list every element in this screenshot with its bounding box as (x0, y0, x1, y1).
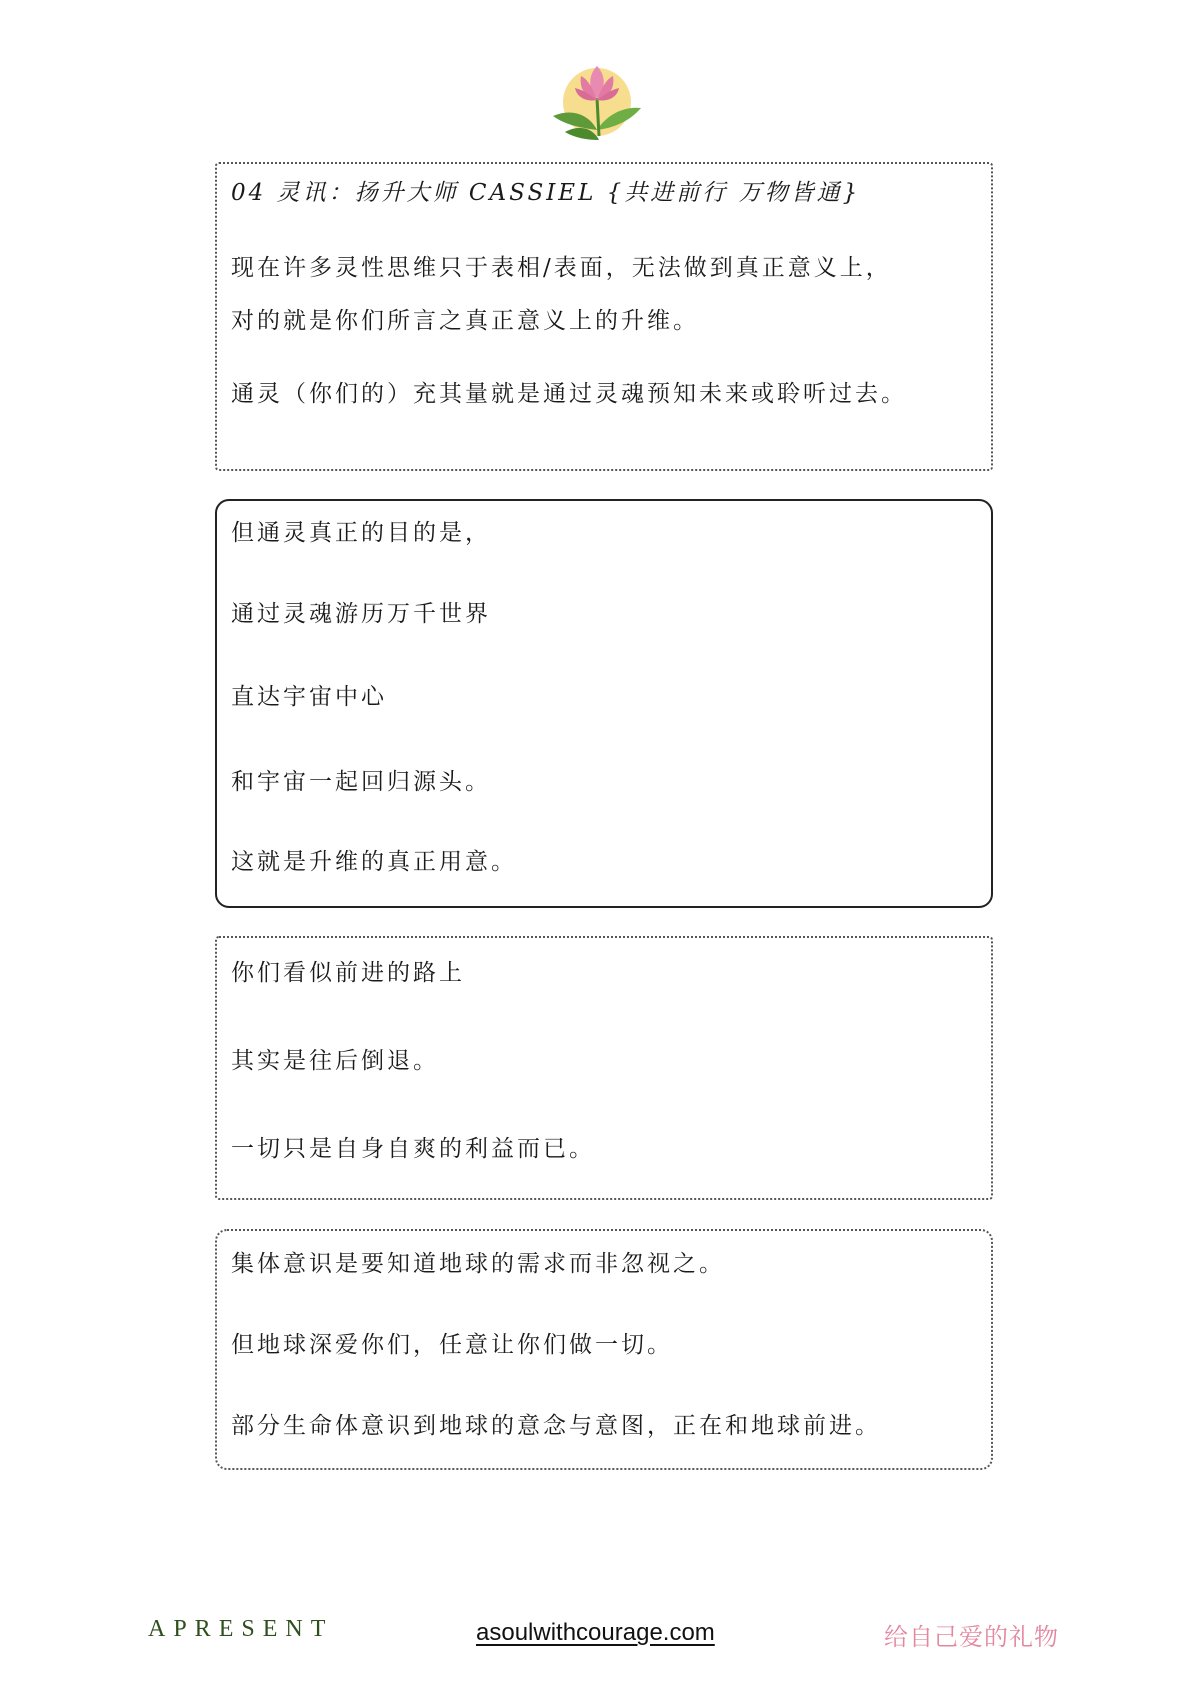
paragraph-line: 通灵（你们的）充其量就是通过灵魂预知未来或聆听过去。 (231, 381, 907, 407)
paragraph-line: 但地球深爱你们，任意让你们做一切。 (231, 1332, 673, 1358)
purpose-text-box (215, 499, 993, 908)
message-title: 04 灵讯：扬升大师 CASSIEL {共进前行 万物皆通} (231, 180, 861, 206)
intro-text-box (215, 162, 993, 471)
paragraph-line: 这就是升维的真正用意。 (231, 849, 517, 875)
paragraph-line: 你们看似前进的路上 (231, 960, 465, 986)
footer-website-link[interactable]: asoulwithcourage.com (476, 1619, 715, 1646)
paragraph-line: 对的就是你们所言之真正意义上的升维。 (231, 308, 699, 334)
paragraph-line: 和宇宙一起回归源头。 (231, 769, 491, 795)
paragraph-line: 通过灵魂游历万千世界 (231, 601, 491, 627)
footer-brand: APRESENT (148, 1616, 334, 1642)
footer-tagline: 给自己爱的礼物 (884, 1623, 1059, 1651)
paragraph-line: 部分生命体意识到地球的意念与意图，正在和地球前进。 (231, 1413, 881, 1439)
paragraph-line: 直达宇宙中心 (231, 684, 387, 710)
paragraph-line: 集体意识是要知道地球的需求而非忽视之。 (231, 1251, 725, 1277)
paragraph-line: 现在许多灵性思维只于表相/表面，无法做到真正意义上， (231, 255, 892, 281)
paragraph-line: 一切只是自身自爽的利益而已。 (231, 1136, 595, 1162)
paragraph-line: 但通灵真正的目的是， (231, 520, 491, 546)
paragraph-line: 其实是往后倒退。 (231, 1048, 439, 1074)
lotus-logo-icon (545, 58, 649, 148)
path-text-box (215, 936, 993, 1200)
earth-text-box (215, 1229, 993, 1470)
